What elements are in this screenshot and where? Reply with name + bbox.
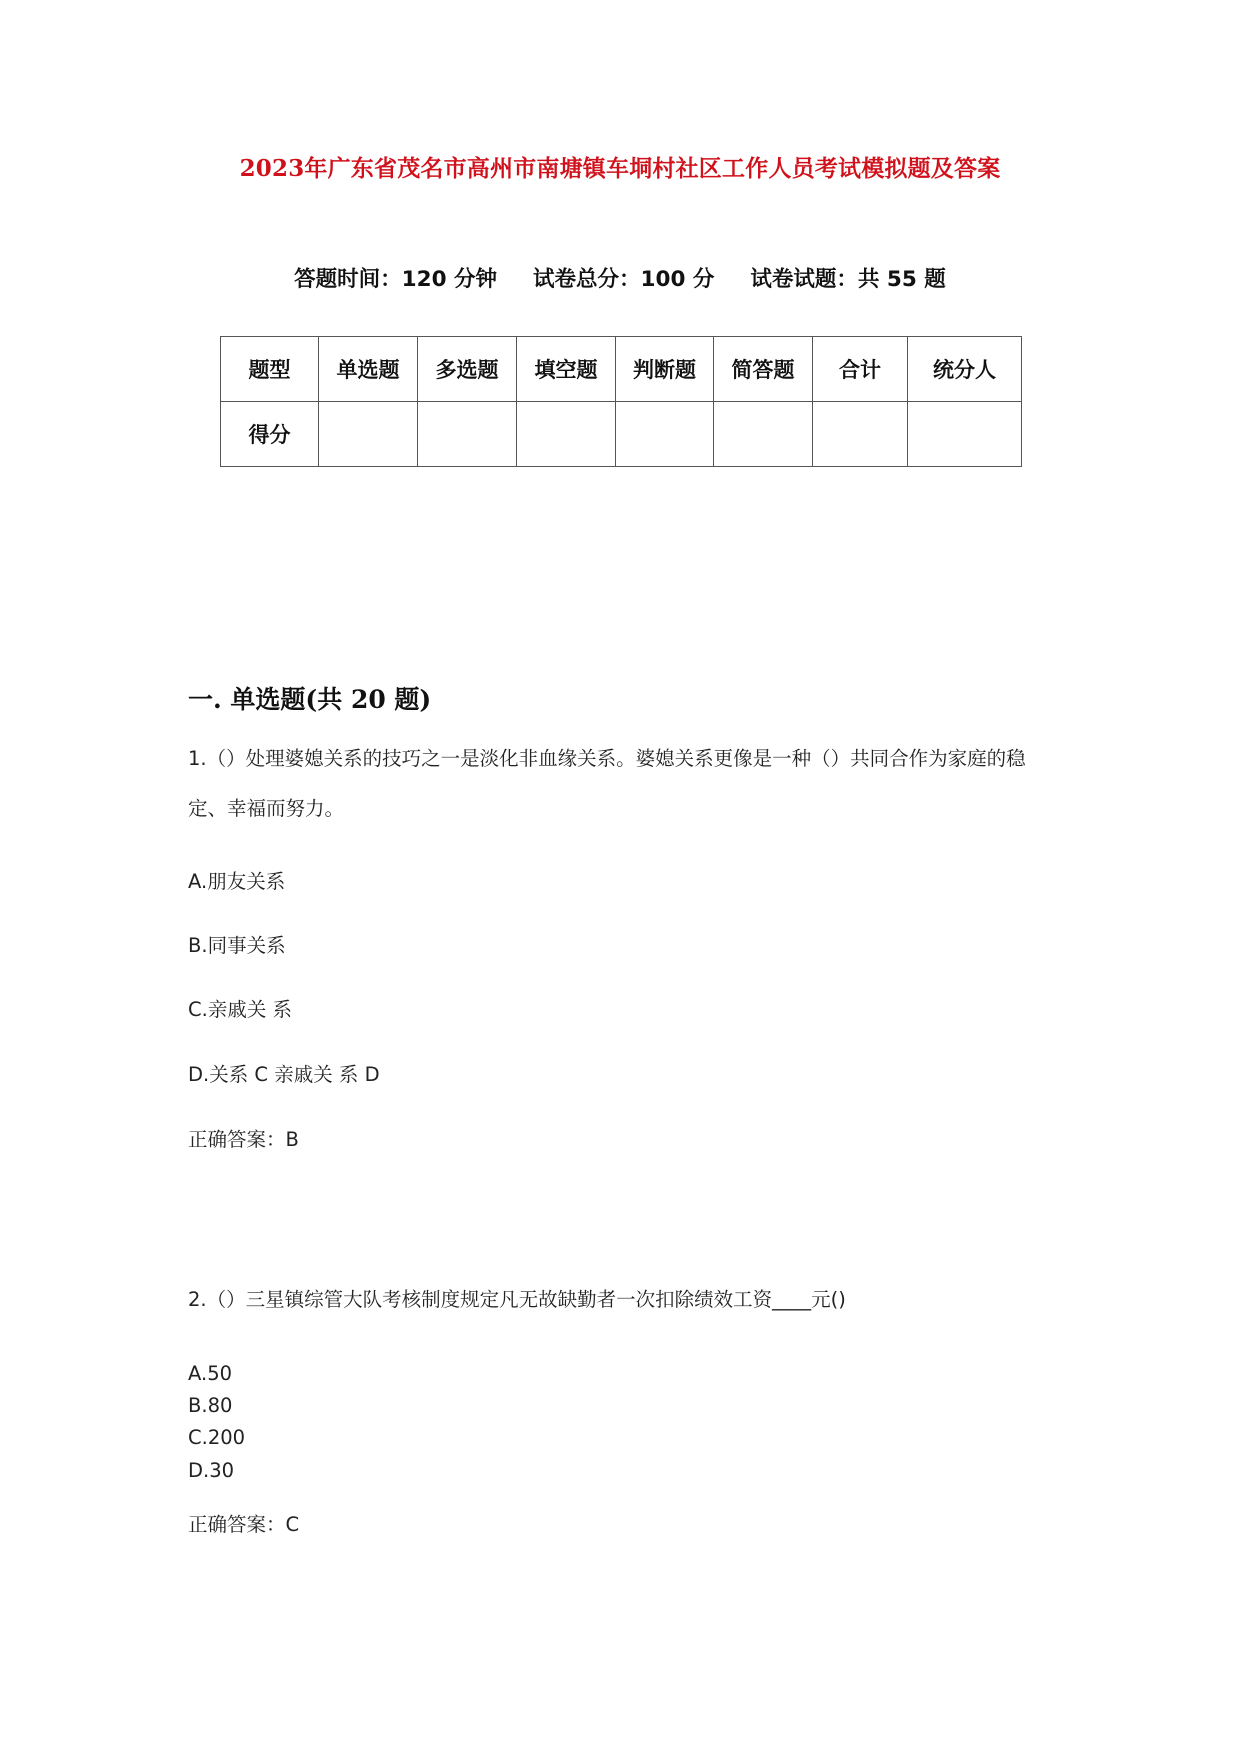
exam-total-score: 试卷总分：100 分 (533, 267, 715, 292)
table-header-cell: 简答题 (714, 337, 813, 402)
document-title: 2023年广东省茂名市高州市南塘镇车垌村社区工作人员考试模拟题及答案 (239, 155, 1001, 182)
table-row-label: 得分 (221, 402, 319, 467)
question-1-option-c: C.亲戚关 系 (188, 998, 293, 1021)
table-header-cell: 多选题 (418, 337, 517, 402)
score-cell (714, 402, 813, 467)
score-cell (517, 402, 616, 467)
score-cell (616, 402, 714, 467)
question-2-option-b: B.80 (188, 1394, 233, 1417)
score-cell (319, 402, 418, 467)
table-header-cell: 判断题 (616, 337, 714, 402)
question-1-option-b: B.同事关系 (188, 934, 286, 957)
table-header-cell: 填空题 (517, 337, 616, 402)
question-2-answer: 正确答案：C (188, 1513, 300, 1536)
exam-time: 答题时间：120 分钟 (294, 267, 498, 292)
exam-info (0, 262, 1240, 293)
score-cell (813, 402, 908, 467)
score-cell (418, 402, 517, 467)
table-header-cell: 合计 (813, 337, 908, 402)
question-1-answer: 正确答案：B (188, 1128, 299, 1151)
question-1-option-d: D.关系 C 亲戚关 系 D (188, 1063, 380, 1086)
section-heading: 一. 单选题(共 20 题) (188, 685, 432, 714)
table-header-cell: 统分人 (908, 337, 1022, 402)
question-1-option-a: A.朋友关系 (188, 870, 286, 893)
exam-question-count: 试卷试题：共 55 题 (750, 267, 946, 292)
table-header-cell: 单选题 (319, 337, 418, 402)
score-table (220, 336, 1022, 467)
question-2-option-d: D.30 (188, 1459, 235, 1482)
score-cell (908, 402, 1022, 467)
question-2-option-a: A.50 (188, 1362, 233, 1385)
score-table-header-row (221, 337, 1022, 402)
table-header-cell: 题型 (221, 337, 319, 402)
score-table-score-row (221, 402, 1022, 467)
question-2-text: 2.（）三星镇综管大队考核制度规定凡无故缺勤者一次扣除绩效工资____元() (188, 1288, 846, 1311)
question-2-option-c: C.200 (188, 1426, 246, 1449)
question-1-text: 1.（）处理婆媳关系的技巧之一是淡化非血缘关系。婆媳关系更像是一种（）共同合作为家庭的稳定、幸福而努力。 (188, 747, 1026, 820)
